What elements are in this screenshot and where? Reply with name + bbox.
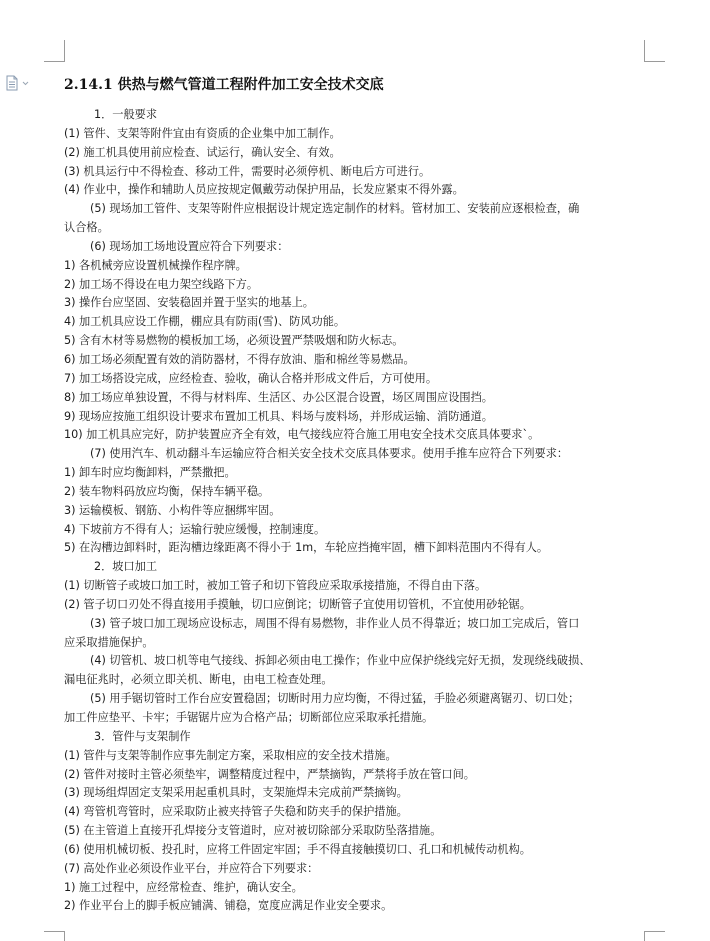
body-line: (1) 管件、支架等附件宜由有资质的企业集中加工制作。 <box>64 126 341 140</box>
body-line: 3) 运输模板、钢筋、小构件等应捆绑牢固。 <box>64 503 281 517</box>
body-line: (2) 施工机具使用前应检查、试运行，确认安全、有效。 <box>64 145 341 159</box>
body-line: (7) 高处作业必须设作业平台，并应符合下列要求： <box>64 861 319 875</box>
body-line: (2) 管子切口刃处不得直接用手摸触，切口应倒诧；切断管子宜使用切管机，不宜使用砂轮锯。 <box>64 597 531 611</box>
body-line: (5) 现场加工管件、支架等附件应根据设计规定选定制作的材料。管材加工、安装前应逐根检查，确 <box>90 202 580 216</box>
body-line: 4) 加工机具应设工作棚，棚应具有防雨(雪)、防风功能。 <box>64 315 346 329</box>
body-line: 9) 现场应按施工组织设计要求布置加工机具、料场与废料场，并形成运输、消防通道。 <box>64 409 493 423</box>
body-line: 6) 加工场必须配置有效的消防器材，不得存放油、脂和棉丝等易燃品。 <box>64 352 415 366</box>
body-line: 认合格。 <box>64 221 109 235</box>
body-line: 3．管件与支架制作 <box>94 729 191 743</box>
body-line: 4) 下坡前方不得有人；运输行驶应缓慢，控制速度。 <box>64 522 326 536</box>
body-line: 加工件应垫平、卡牢；手锯锯片应为合格产品；切断部位应采取承托措施。 <box>64 711 434 724</box>
body-line: (6) 使用机械切板、投孔时，应将工件固定牢固；手不得直接触摸切口、孔口和机械传动机构。 <box>64 842 531 856</box>
body-line: 漏电征兆时，必须立即关机、断电，由电工检查处理。 <box>64 673 333 687</box>
body-line: 3) 操作台应坚固、安装稳固并置于坚实的地基上。 <box>64 296 314 310</box>
body-line: (6) 现场加工场地设置应符合下列要求： <box>90 239 289 253</box>
body-line: 1．一般要求 <box>94 108 158 121</box>
body-line: (4) 切管机、坡口机等电气接线、拆卸必须由电工操作；作业中应保护绕线完好无损，发现绕线破损、 <box>90 654 591 668</box>
body-line: (3) 机具运行中不得检查、移动工件，需要时必须停机、断电后方可进行。 <box>64 164 431 178</box>
body-line: 8) 加工场应单独设置，不得与材料库、生活区、办公区混合设置，场区周围应设围挡。 <box>64 390 493 404</box>
body-line: (1) 管件与支架等制作应事先制定方案，采取相应的安全技术措施。 <box>64 748 397 762</box>
body-line: (1) 切断管子或坡口加工时，被加工管子和切下管段应采取承接措施，不得自由下落。 <box>64 579 487 593</box>
body-line: 2．坡口加工 <box>94 560 158 574</box>
body-line: 7) 加工场搭设完成，应经检查、验收，确认合格并形成文件后，方可使用。 <box>64 371 438 385</box>
body-line: 2) 作业平台上的脚手板应铺满、铺稳，宽度应满足作业安全要求。 <box>64 899 393 913</box>
body-line: 5) 在沟槽边卸料时，距沟槽边缘距离不得小于 1m，车轮应挡掩牢固，槽下卸料范围内不得有人。 <box>64 541 549 555</box>
body-line: (5) 用手锯切管时工作台应安置稳固；切断时用力应均衡，不得过猛，手脸必须避离锯刃、切口处； <box>90 692 580 706</box>
body-line: 1) 施工过程中，应经常检查、维护，确认安全。 <box>64 880 303 894</box>
body-line: 10) 加工机具应完好，防护装置应齐全有效，电气接线应符合施工用电安全技术交底具体要求`。 <box>64 428 540 442</box>
body-line: (7) 使用汽车、机动翻斗车运输应符合相关安全技术交底具体要求。使用手推车应符合下列要求： <box>90 447 569 461</box>
body-line: (4) 作业中，操作和辅助人员应按规定佩戴劳动保护用品，长发应紧束不得外露。 <box>64 183 464 197</box>
body-line: (3) 管子坡口加工现场应设标志，周围不得有易燃物，非作业人员不得靠近；坡口加工完成后，管口 <box>90 616 580 630</box>
body-line: 5) 含有木材等易燃物的模板加工场，必须设置严禁吸烟和防火标志。 <box>64 334 404 348</box>
body-line: 应采取措施保护。 <box>64 635 154 649</box>
body-line: 1) 卸车时应均衡卸料，严禁撒把。 <box>64 466 236 480</box>
body-line: (2) 管件对接时主管必须垫牢，调整精度过程中，严禁摘钩，严禁将手放在管口间。 <box>64 767 475 781</box>
body-line: (3) 现场组焊固定支架采用起重机具时，支架施焊未完成前严禁摘钩。 <box>64 786 408 800</box>
body-line: 2) 加工场不得设在电力架空线路下方。 <box>64 277 259 291</box>
body-line: 2) 装车物料码放应均衡，保持车辆平稳。 <box>64 484 270 498</box>
body-line: 1) 各机械旁应设置机械操作程序牌。 <box>64 258 247 272</box>
document-title: 2.14.1 供热与燃气管道工程附件加工安全技术交底 <box>64 77 384 93</box>
body-line: (4) 弯管机弯管时，应采取防止被夹持管子失稳和防夹手的保护措施。 <box>64 805 408 819</box>
document-body <box>64 106 654 916</box>
document-outline-icon[interactable] <box>3 74 33 92</box>
body-line: (5) 在主管道上直接开孔焊接分支管道时，应对被切除部分采取防坠落措施。 <box>64 824 442 838</box>
